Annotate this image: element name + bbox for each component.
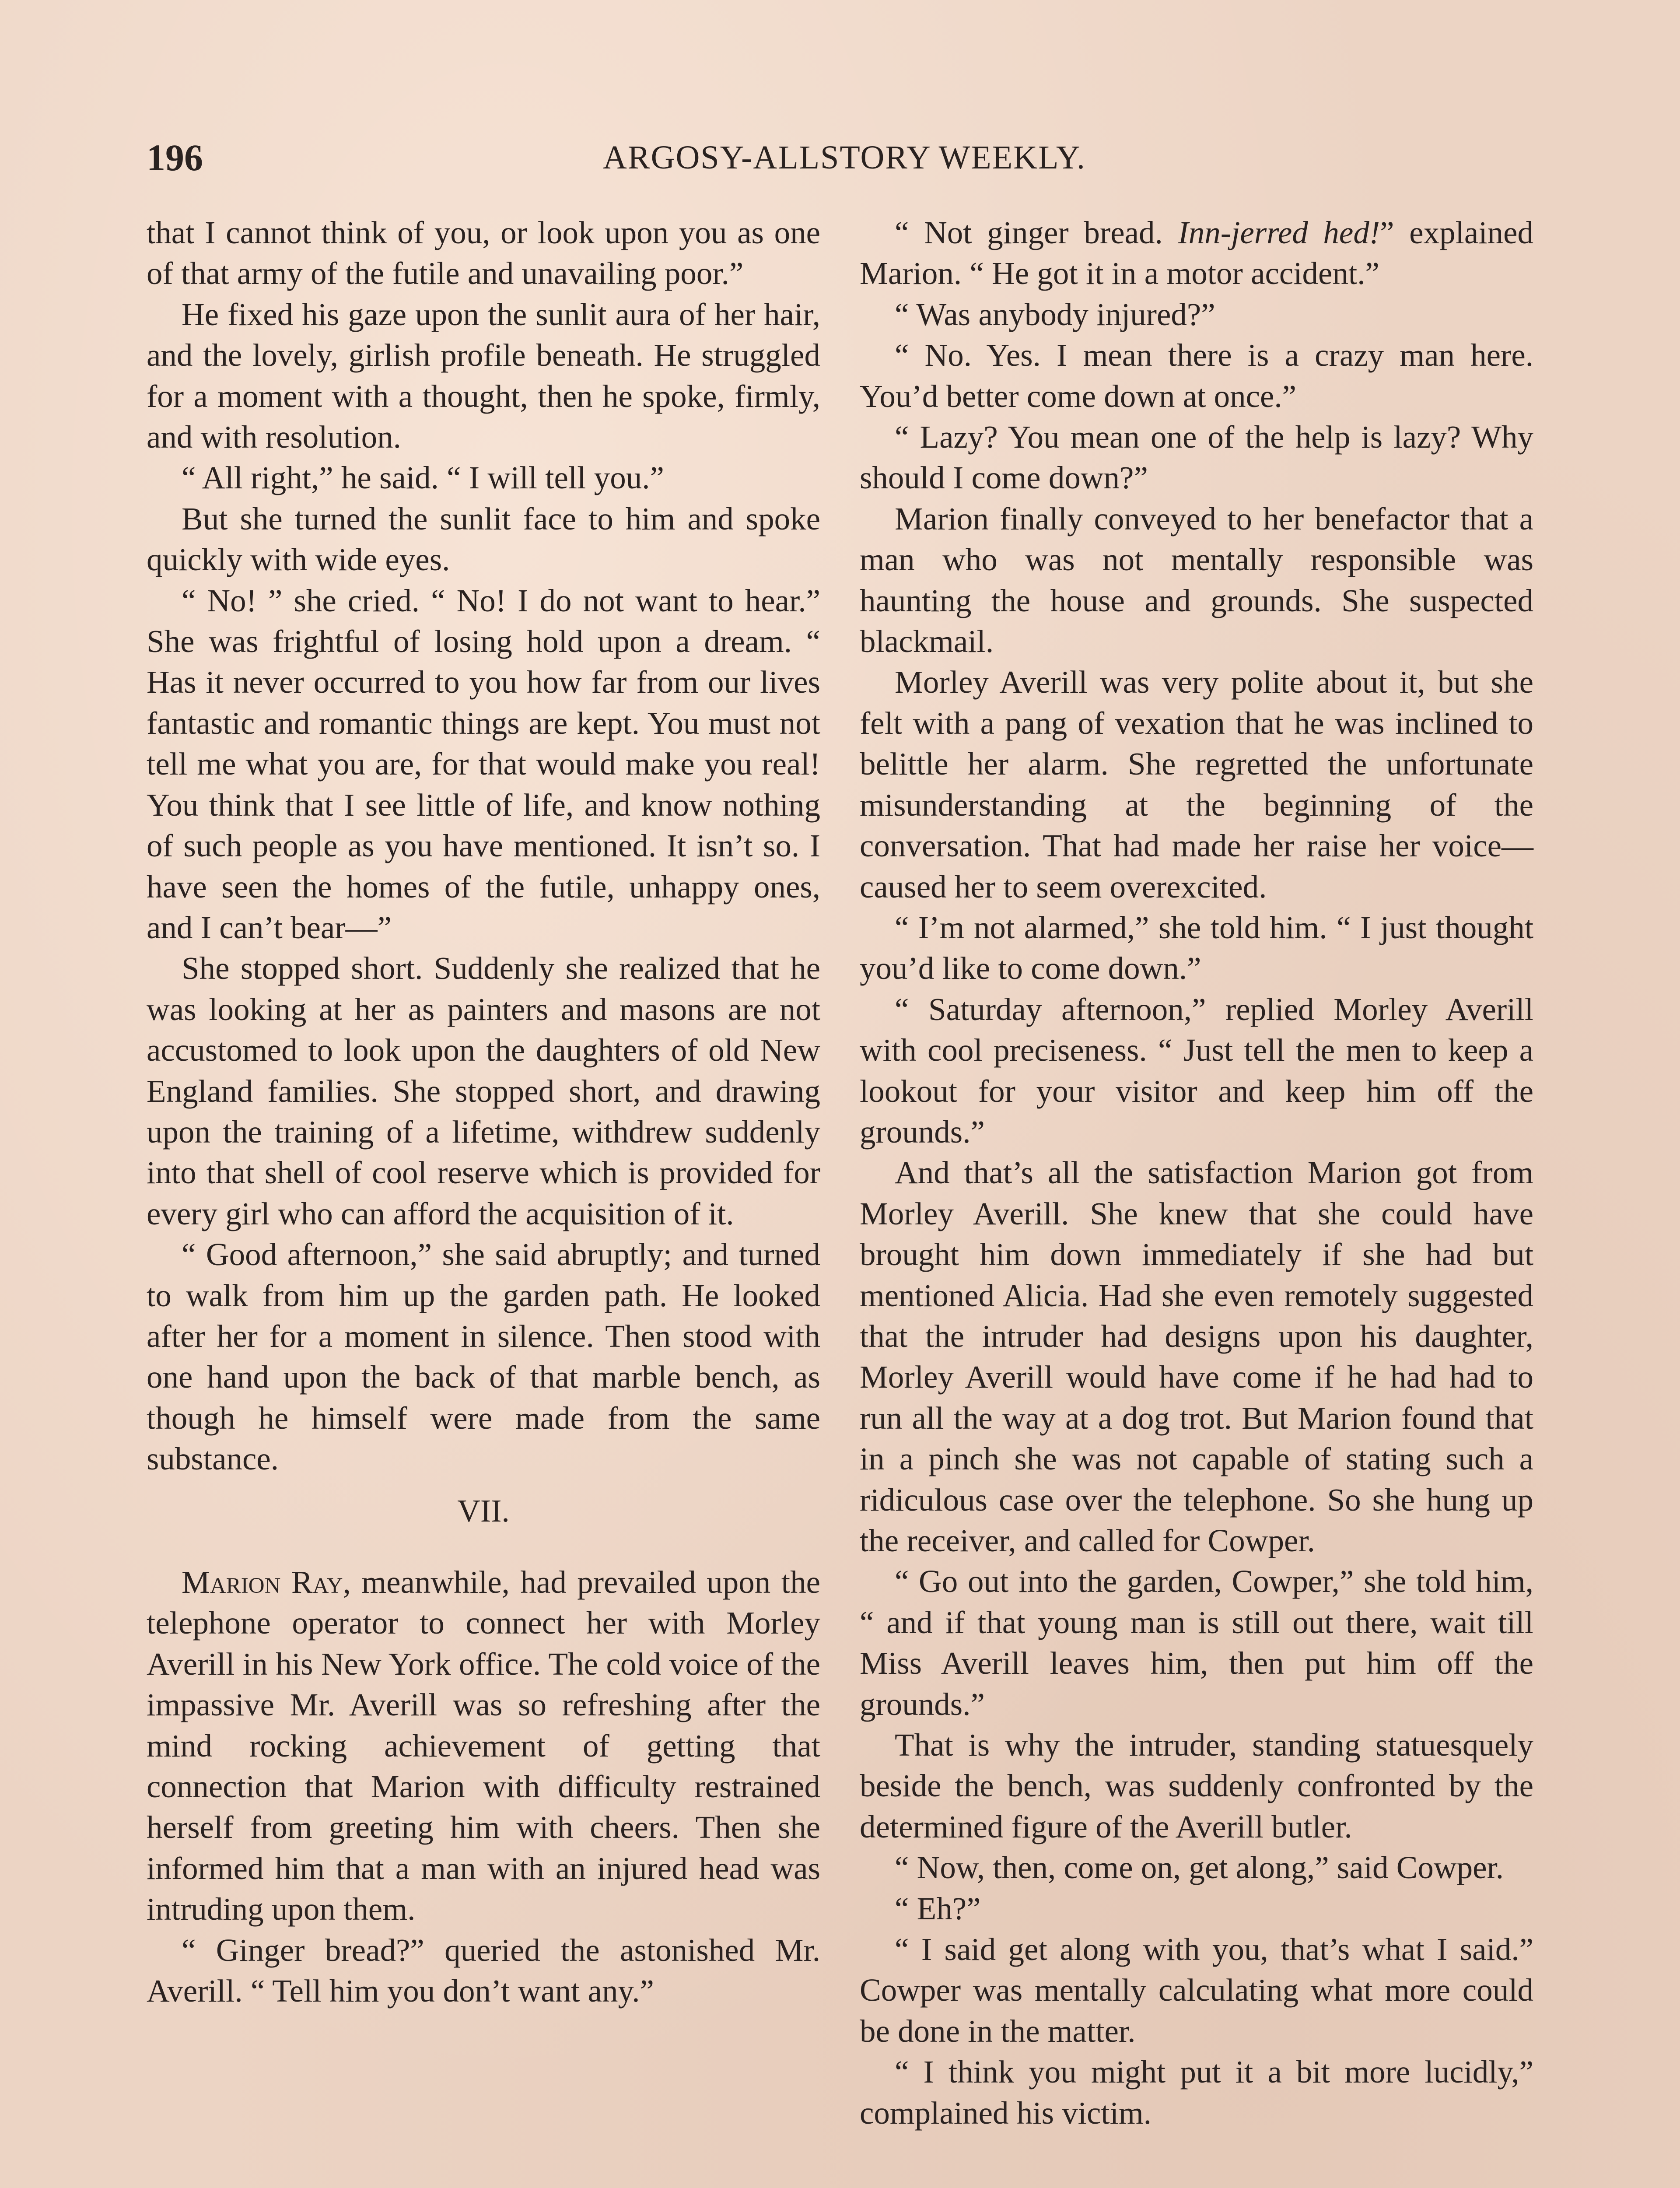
small-caps-lead: Marion Ray bbox=[182, 1564, 343, 1600]
paragraph: She stopped short. Suddenly she realized that he was looking at her as painters and masons are not accustomed to look upon the daughters of old New England families. She stopped short, and drawing upon the training of a lifetime, withdrew suddenly into that shell of cool reserve which is provided for every girl who can afford the acquisition of it. bbox=[147, 950, 820, 1231]
running-head: ARGOSY-ALLSTORY WEEKLY. bbox=[603, 139, 1086, 176]
right-column bbox=[860, 212, 1533, 2133]
paragraph: He fixed his gaze upon the sunlit aura of her hair, and the lovely, girlish profile beneath. He struggled for a moment with a thought, then he spoke, firmly, and with resolution. bbox=[147, 296, 820, 455]
page-number: 196 bbox=[147, 137, 203, 179]
paragraph: “ All right,” he said. “ I will tell you.” bbox=[182, 460, 664, 496]
paragraph: “ Good afternoon,” she said abruptly; and turned to walk from him up the garden path. He looked after her for a moment in silence. Then stood with one hand upon the back of that marble bench, as though he himself were made from the same substance. bbox=[147, 1237, 820, 1477]
paragraph: “ Was anybody injured?” bbox=[895, 296, 1215, 332]
left-column bbox=[147, 212, 820, 2011]
paragraph bbox=[860, 212, 1533, 294]
paragraph: But she turned the sunlit face to him and spoke quickly with wide eyes. bbox=[147, 501, 820, 578]
paragraph: “ Saturday afternoon,” replied Morley Averill with cool preciseness. “ Just tell the men to keep a lookout for your visitor and keep him off the grounds.” bbox=[860, 991, 1533, 1150]
paragraph: “ No! ” she cried. “ No! I do not want to hear.” She was frightful of losing hold upon a dream. “ Has it never occurred to you how far from our lives fantastic and romantic things are kept. You must not tell me what you are, for that would make you real! You think that I see little of life, and know nothing of such people as you have mentioned. It isn’t so. I have seen the homes of the futile, unhappy ones, and I can’t bear—” bbox=[147, 582, 820, 945]
paragraph: “ I’m not alarmed,” she told him. “ I just thought you’d like to come down.” bbox=[860, 909, 1533, 986]
paragraph: “ Lazy? You mean one of the help is lazy? Why should I come down?” bbox=[860, 419, 1533, 496]
italic-text: Inn-jerred hed! bbox=[1178, 215, 1380, 250]
paragraph: “ I said get along with you, that’s what I said.” Cowper was mentally calculating what more could be done in the matter. bbox=[860, 1932, 1533, 2049]
paragraph-text: ” explained Marion. “ He got it in a motor accident.” bbox=[860, 215, 1533, 291]
paragraph: “ Ginger bread?” queried the astonished Mr. Averill. “ Tell him you don’t want any.” bbox=[147, 1932, 820, 2009]
paragraph: “ Now, then, come on, get along,” said Cowper. bbox=[895, 1850, 1504, 1886]
paragraph: Morley Averill was very polite about it, but she felt with a pang of vexation that he was inclined to belittle her alarm. She regretted the unfortunate misunderstanding at the beginning of the conversation. That had made her raise her voice—caused her to seem overexcited. bbox=[860, 664, 1533, 905]
paragraph: That is why the intruder, standing statuesquely beside the bench, was suddenly confronted by the determined figure of the Averill butler. bbox=[860, 1727, 1533, 1844]
chapter-heading: VII. bbox=[457, 1493, 510, 1529]
paragraph-text: , meanwhile, had prevailed upon the telephone operator to connect her with Morley Averill in his New York office. The cold voice of the impassive Mr. Averill was so refreshing after the mind rocking achievement of getting that connection that Marion with difficulty restrained herself from greeting him with cheers. Then she informed him that a man with an injured head was intruding upon them. bbox=[147, 1564, 820, 1927]
paragraph bbox=[147, 1562, 820, 1930]
paragraph: “ Go out into the garden, Cowper,” she told him, “ and if that young man is still out there, wait till Miss Averill leaves him, then put him off the grounds.” bbox=[860, 1564, 1533, 1722]
paragraph: “ I think you might put it a bit more lucidly,” complained his victim. bbox=[860, 2054, 1533, 2131]
paragraph: Marion finally conveyed to her benefactor that a man who was not mentally responsible was haunting the house and grounds. She suspected blackmail. bbox=[860, 501, 1533, 659]
page-header bbox=[147, 131, 1542, 184]
paragraph: that I cannot think of you, or look upon you as one of that army of the futile and unavailing poor.” bbox=[147, 215, 820, 291]
paragraph-text: “ Not ginger bread. bbox=[895, 215, 1178, 250]
paragraph: “ Eh?” bbox=[895, 1890, 981, 1926]
paragraph: “ No. Yes. I mean there is a crazy man here. You’d better come down at once.” bbox=[860, 337, 1533, 414]
paragraph: And that’s all the satisfaction Marion got from Morley Averill. She knew that she could have brought him down immediately if she had but mentioned Alicia. Had she even remotely suggested that the intruder had designs upon his daughter, Morley Averill would have come if he had had to run all the way at a dog trot. But Marion found that in a pinch she was not capable of stating such a ridiculous case over the telephone. So she hung up the receiver, and called for Cowper. bbox=[860, 1155, 1533, 1558]
